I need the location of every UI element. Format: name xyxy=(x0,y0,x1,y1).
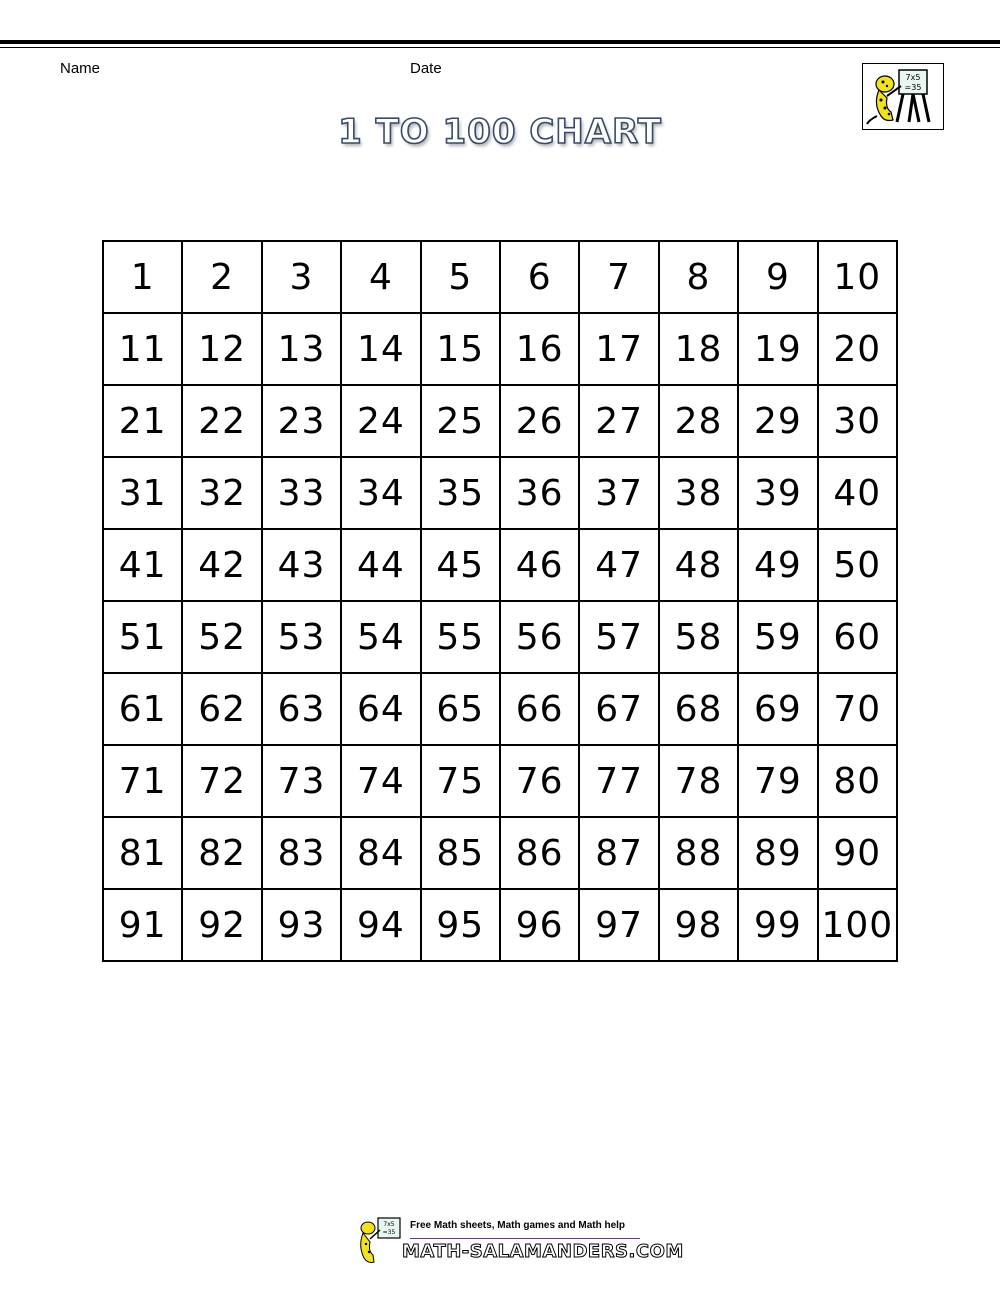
grid-cell: 68 xyxy=(660,674,739,746)
grid-cell: 25 xyxy=(422,386,501,458)
grid-cell: 65 xyxy=(422,674,501,746)
grid-cell: 10 xyxy=(819,242,898,314)
grid-cell: 55 xyxy=(422,602,501,674)
grid-cell: 42 xyxy=(183,530,262,602)
grid-cell: 89 xyxy=(739,818,818,890)
grid-cell: 86 xyxy=(501,818,580,890)
footer-site-name: MATH-SALAMANDERS.COM xyxy=(402,1241,684,1262)
grid-cell: 98 xyxy=(660,890,739,962)
grid-cell: 67 xyxy=(580,674,659,746)
grid-cell: 57 xyxy=(580,602,659,674)
grid-cell: 2 xyxy=(183,242,262,314)
grid-cell: 85 xyxy=(422,818,501,890)
grid-cell: 83 xyxy=(263,818,342,890)
grid-cell: 74 xyxy=(342,746,421,818)
grid-cell: 40 xyxy=(819,458,898,530)
grid-cell: 99 xyxy=(739,890,818,962)
grid-cell: 95 xyxy=(422,890,501,962)
hundred-chart-grid xyxy=(102,240,898,962)
grid-cell: 58 xyxy=(660,602,739,674)
grid-cell: 18 xyxy=(660,314,739,386)
grid-cell: 77 xyxy=(580,746,659,818)
grid-cell: 22 xyxy=(183,386,262,458)
grid-cell: 90 xyxy=(819,818,898,890)
page-title: 1 TO 100 CHART xyxy=(338,112,662,152)
grid-cell: 11 xyxy=(104,314,183,386)
grid-cell: 100 xyxy=(819,890,898,962)
grid-cell: 3 xyxy=(263,242,342,314)
grid-cell: 91 xyxy=(104,890,183,962)
grid-cell: 34 xyxy=(342,458,421,530)
grid-cell: 51 xyxy=(104,602,183,674)
grid-cell: 81 xyxy=(104,818,183,890)
name-label: Name xyxy=(60,60,101,77)
footer-board-top: 7x5 xyxy=(383,1221,395,1228)
grid-cell: 9 xyxy=(739,242,818,314)
grid-cell: 87 xyxy=(580,818,659,890)
grid-cell: 96 xyxy=(501,890,580,962)
grid-cell: 8 xyxy=(660,242,739,314)
grid-cell: 61 xyxy=(104,674,183,746)
grid-cell: 46 xyxy=(501,530,580,602)
grid-cell: 66 xyxy=(501,674,580,746)
grid-cell: 43 xyxy=(263,530,342,602)
grid-cell: 16 xyxy=(501,314,580,386)
grid-cell: 38 xyxy=(660,458,739,530)
grid-cell: 4 xyxy=(342,242,421,314)
grid-cell: 52 xyxy=(183,602,262,674)
grid-cell: 71 xyxy=(104,746,183,818)
grid-cell: 12 xyxy=(183,314,262,386)
grid-cell: 19 xyxy=(739,314,818,386)
grid-cell: 24 xyxy=(342,386,421,458)
grid-cell: 23 xyxy=(263,386,342,458)
grid-cell: 60 xyxy=(819,602,898,674)
grid-cell: 49 xyxy=(739,530,818,602)
grid-cell: 48 xyxy=(660,530,739,602)
date-label: Date xyxy=(410,60,442,77)
grid-cell: 6 xyxy=(501,242,580,314)
grid-cell: 63 xyxy=(263,674,342,746)
grid-cell: 64 xyxy=(342,674,421,746)
grid-cell: 17 xyxy=(580,314,659,386)
grid-cell: 21 xyxy=(104,386,183,458)
grid-cell: 13 xyxy=(263,314,342,386)
grid-cell: 36 xyxy=(501,458,580,530)
grid-cell: 73 xyxy=(263,746,342,818)
top-rule-thin xyxy=(0,47,1000,48)
footer-tagline: Free Math sheets, Math games and Math help xyxy=(410,1220,626,1231)
grid-cell: 45 xyxy=(422,530,501,602)
grid-cell: 20 xyxy=(819,314,898,386)
logo-board-bottom: =35 xyxy=(904,83,922,92)
grid-cell: 92 xyxy=(183,890,262,962)
grid-cell: 50 xyxy=(819,530,898,602)
grid-cell: 54 xyxy=(342,602,421,674)
grid-cell: 29 xyxy=(739,386,818,458)
top-rule-thick xyxy=(0,40,1000,44)
grid-cell: 41 xyxy=(104,530,183,602)
grid-cell: 76 xyxy=(501,746,580,818)
grid-cell: 26 xyxy=(501,386,580,458)
footer-board-bottom: =35 xyxy=(382,1229,396,1236)
grid-cell: 56 xyxy=(501,602,580,674)
grid-cell: 5 xyxy=(422,242,501,314)
grid-cell: 37 xyxy=(580,458,659,530)
grid-cell: 70 xyxy=(819,674,898,746)
grid-cell: 33 xyxy=(263,458,342,530)
grid-cell: 59 xyxy=(739,602,818,674)
grid-cell: 79 xyxy=(739,746,818,818)
grid-cell: 35 xyxy=(422,458,501,530)
footer-branding xyxy=(352,1212,684,1272)
grid-cell: 78 xyxy=(660,746,739,818)
grid-cell: 14 xyxy=(342,314,421,386)
grid-cell: 84 xyxy=(342,818,421,890)
grid-cell: 31 xyxy=(104,458,183,530)
grid-cell: 15 xyxy=(422,314,501,386)
grid-cell: 53 xyxy=(263,602,342,674)
grid-cell: 1 xyxy=(104,242,183,314)
grid-cell: 7 xyxy=(580,242,659,314)
grid-cell: 39 xyxy=(739,458,818,530)
grid-cell: 69 xyxy=(739,674,818,746)
grid-cell: 82 xyxy=(183,818,262,890)
grid-cell: 94 xyxy=(342,890,421,962)
grid-cell: 30 xyxy=(819,386,898,458)
grid-cell: 93 xyxy=(263,890,342,962)
footer-divider xyxy=(410,1238,640,1239)
grid-cell: 72 xyxy=(183,746,262,818)
grid-cell: 62 xyxy=(183,674,262,746)
grid-cell: 28 xyxy=(660,386,739,458)
grid-cell: 47 xyxy=(580,530,659,602)
grid-cell: 44 xyxy=(342,530,421,602)
grid-cell: 97 xyxy=(580,890,659,962)
grid-cell: 80 xyxy=(819,746,898,818)
grid-cell: 88 xyxy=(660,818,739,890)
grid-cell: 32 xyxy=(183,458,262,530)
grid-cell: 27 xyxy=(580,386,659,458)
grid-cell: 75 xyxy=(422,746,501,818)
logo-board-top: 7x5 xyxy=(905,73,921,82)
footer-salamander-icon xyxy=(352,1212,408,1272)
